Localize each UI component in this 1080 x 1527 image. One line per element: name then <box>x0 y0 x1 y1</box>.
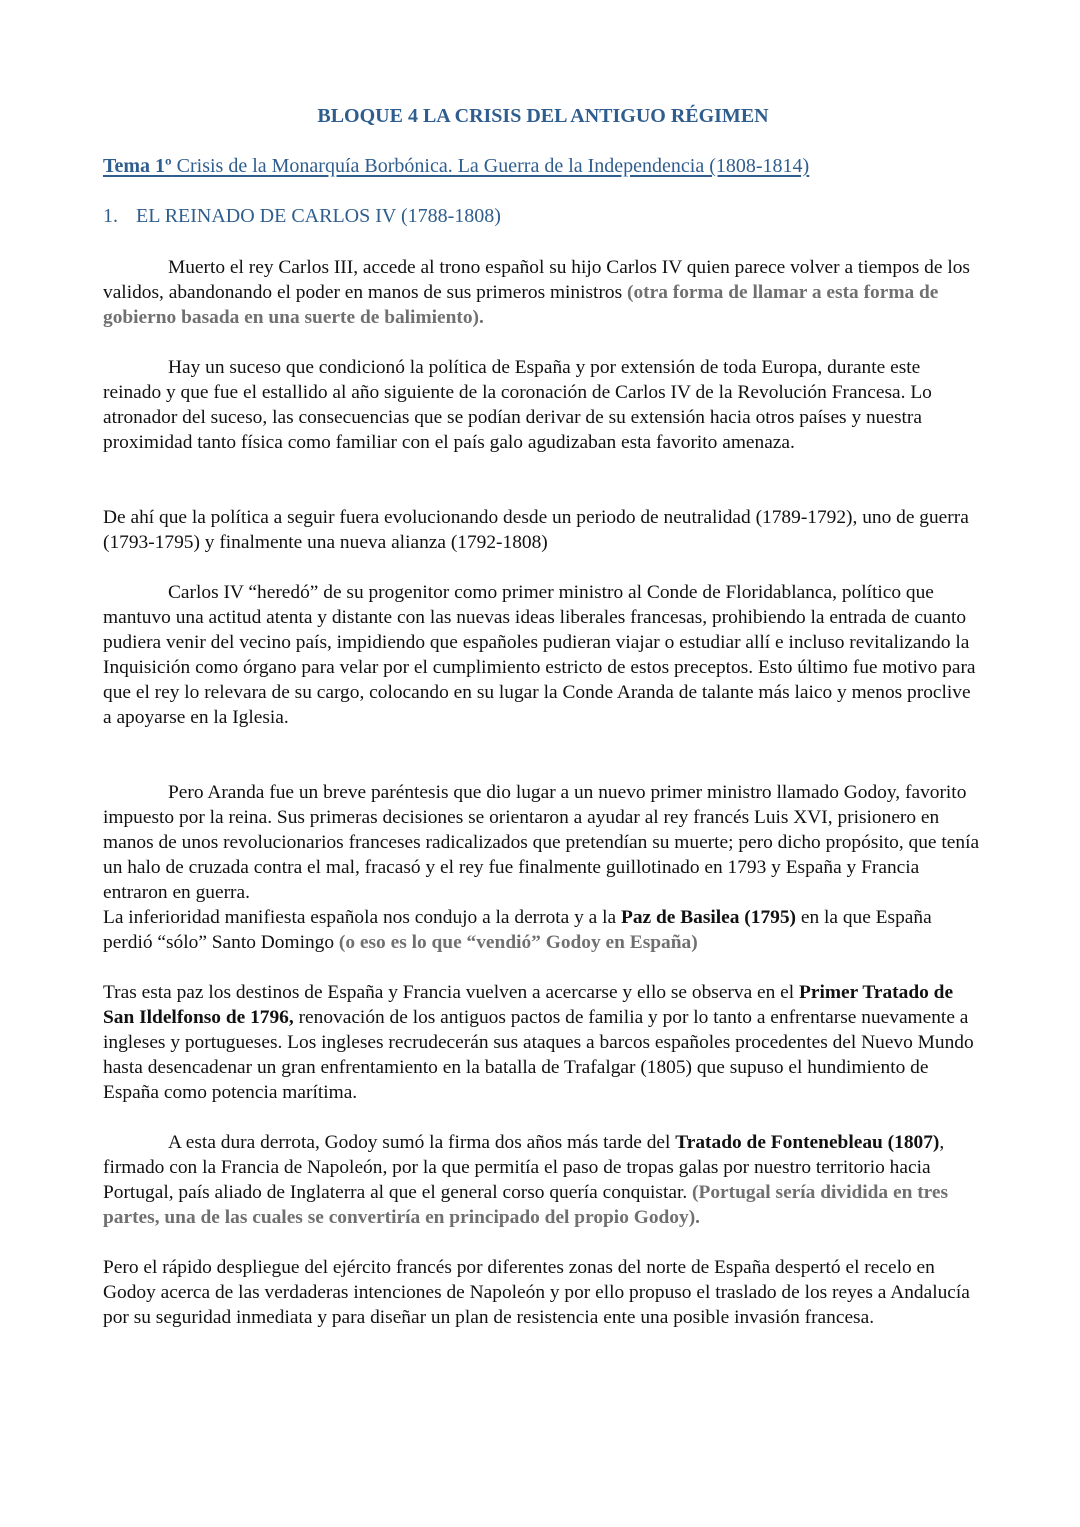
section-heading <box>103 204 501 229</box>
topic-text: Crisis de la Monarquía Borbónica. La Guerra de la Independencia (1808-1814) <box>171 155 810 177</box>
paragraph-1 <box>103 255 983 330</box>
paragraph-text: Hay un suceso que condicionó la política de España y por extensión de toda Europa, durante este reinado y que fue el estallido al año siguiente de la coronación de Carlos IV de la Revolución Francesa. Lo atronador del suceso, las consecuencias que se podían derivar de su extensión hacia otros países y nuestra proximidad tanto física como familiar con el país galo agudizaban esta favorito amenaza. <box>103 357 932 453</box>
section-title: EL REINADO DE CARLOS IV (1788-1808) <box>136 205 501 227</box>
paragraph-4 <box>103 580 983 730</box>
paragraph-note: (o eso es lo que “vendió” Godoy en España) <box>338 932 698 953</box>
paragraph-9 <box>103 1255 983 1330</box>
section-number: 1. <box>103 205 118 227</box>
paragraph-text: , firmado con la Francia de Napoleón, por la que permitía el paso de tropas galas por nuestro territorio hacia Portugal, país aliado de Inglaterra al que el general corso quería conquistar. <box>103 1132 945 1203</box>
paragraph-7 <box>103 980 983 1105</box>
paragraph-text: A esta dura derrota, Godoy sumó la firma dos años más tarde del <box>168 1132 676 1153</box>
paragraph-3 <box>103 505 983 555</box>
paragraph-6 <box>103 905 983 955</box>
paragraph-text: renovación de los antiguos pactos de familia y por lo tanto a enfrentarse nuevamente a ingleses y portugueses. Los ingleses recrudecerán sus ataques a barcos españoles procedentes del Nuevo Mundo hasta desencadenar un gran enfrentamiento en la batalla de Trafalgar (1805) que supuso el hundimiento de España como potencia marítima. <box>103 1007 974 1103</box>
paragraph-text: Muerto el rey Carlos III, accede al trono español su hijo Carlos IV quien parece volver a tiempos de los validos, abandonando el poder en manos de sus primeros ministros <box>103 257 970 303</box>
paragraph-2 <box>103 355 983 455</box>
paragraph-8 <box>103 1130 983 1230</box>
paragraph-note: (otra forma de llamar a esta forma de gobierno basada en una suerte de balimiento). <box>103 282 939 328</box>
paragraph-text: De ahí que la política a seguir fuera evolucionando desde un periodo de neutralidad (1789-1792), uno de guerra (1793-1795) y finalmente una nueva alianza (1792-1808) <box>103 507 969 553</box>
document-title: BLOQUE 4 LA CRISIS DEL ANTIGUO RÉGIMEN <box>317 105 769 127</box>
paragraph-text: Pero Aranda fue un breve paréntesis que dio lugar a un nuevo primer ministro llamado Godoy, favorito impuesto por la reina. Sus primeras decisiones se orientaron a ayudar al rey francés Luis XVI, prisionero en manos de unos revolucionarios franceses radicalizados que pretendían su muerte; pero dicho propósito, que tenía un halo de cruzada contra el mal, fracasó y el rey fue finalmente guillotinado en 1793 y España y Francia entraron en guerra. <box>103 782 980 903</box>
paragraph-text: Pero el rápido despliegue del ejército francés por diferentes zonas del norte de España despertó el recelo en Godoy acerca de las verdaderas intenciones de Napoleón y por ello propuso el traslado de los reyes a Andalucía por su seguridad inmediata y para diseñar un plan de resistencia ente una posible invasión francesa. <box>103 1257 970 1328</box>
paragraph-text: La inferioridad manifiesta española nos condujo a la derrota y a la <box>103 907 621 928</box>
paragraph-emphasis: Paz de Basilea (1795) <box>620 907 796 928</box>
paragraph-5 <box>103 780 983 905</box>
paragraph-note: (Portugal sería dividida en tres partes, una de las cuales se convertiría en principado del propio Godoy). <box>103 1182 949 1228</box>
paragraph-text: en la que España perdió “sólo” Santo Domingo <box>103 907 932 953</box>
paragraph-emphasis: Tratado de Fontenebleau (1807) <box>675 1132 940 1153</box>
paragraph-text: Carlos IV “heredó” de su progenitor como primer ministro al Conde de Floridablanca, político que mantuvo una actitud atenta y distante con las nuevas ideas liberales francesas, prohibiendo la entrada de cuanto pudiera venir del vecino país, impidiendo que españoles pudieran viajar o estudiar allí e incluso revitalizando la Inquisición como órgano para velar por el cumplimiento estricto de estos preceptos. Esto último fue motivo para que el rey lo relevara de su cargo, colocando en su lugar la Conde Aranda de talante más laico y menos proclive a apoyarse en la Iglesia. <box>103 582 976 728</box>
topic-label: Tema 1º <box>103 155 172 177</box>
paragraph-text: Tras esta paz los destinos de España y Francia vuelven a acercarse y ello se observa en el <box>103 982 800 1003</box>
topic-heading <box>103 154 809 179</box>
paragraph-emphasis: Primer Tratado de San Ildelfonso de 1796, <box>103 982 954 1028</box>
